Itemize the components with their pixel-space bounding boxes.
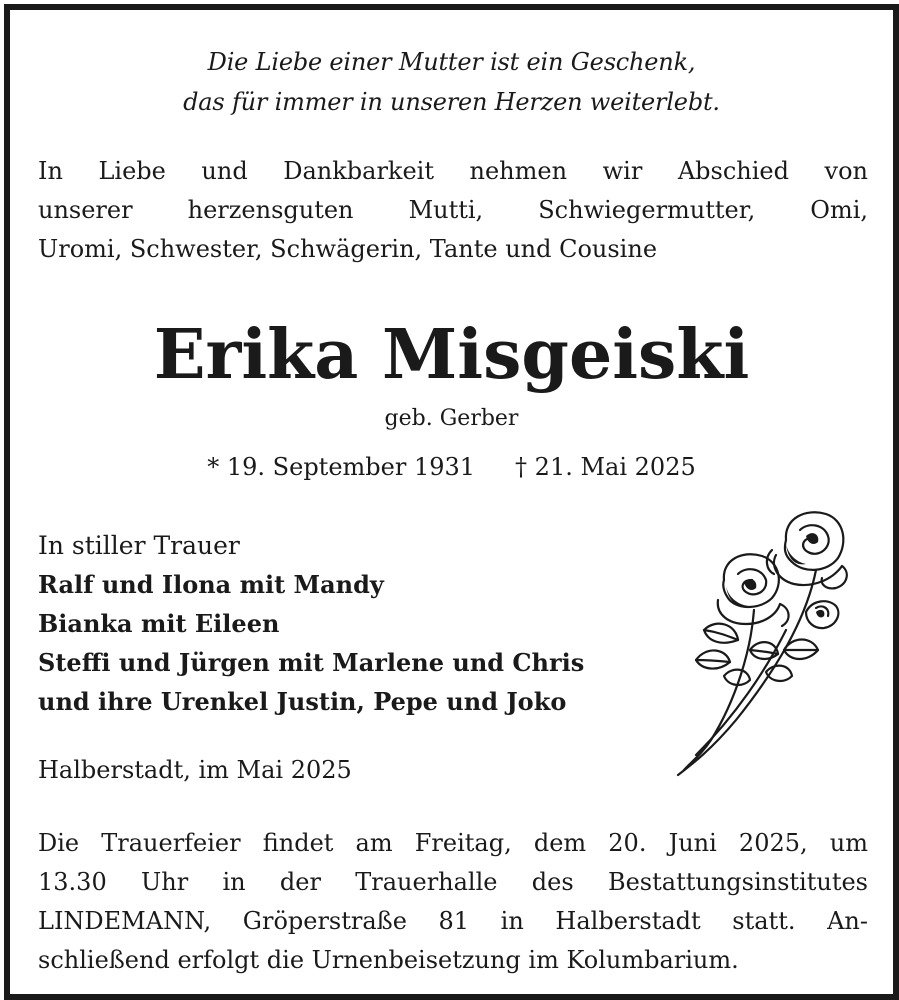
mourner-family: und ihre Urenkel Justin, Pepe und Joko — [38, 687, 567, 716]
birth-date: * 19. September 1931 — [207, 453, 476, 481]
poem — [10, 42, 893, 122]
intro-line: In Liebe und Dankbarkeit nehmen wir Abschied von — [38, 157, 868, 185]
death-date: † 21. Mai 2025 — [515, 453, 696, 481]
mourners-list — [38, 526, 678, 721]
place-date: Halberstadt, im Mai 2025 — [38, 756, 352, 784]
mourner-family: Steffi und Jürgen mit Marlene und Chris — [38, 648, 585, 677]
mourners-heading: In stiller Trauer — [38, 531, 240, 560]
poem-line: Die Liebe einer Mutter ist ein Geschenk, — [207, 48, 696, 76]
intro-line: Uromi, Schwester, Schwägerin, Tante und Cousine — [38, 235, 658, 263]
ceremony-line: Die Trauerfeier findet am Freitag, dem 20. Juni 2025, um — [38, 829, 868, 857]
deceased-name: Erika Misgeiski — [153, 315, 750, 395]
roses-icon — [666, 500, 856, 790]
ceremony-text — [38, 824, 868, 980]
ceremony-line: schließend erfolgt die Urnenbeisetzung im Kolumbarium. — [38, 946, 739, 974]
mourner-family: Ralf und Ilona mit Mandy — [38, 570, 384, 599]
obituary-frame — [4, 4, 899, 1000]
ceremony-line: 13.30 Uhr in der Trauerhalle des Bestattungsinstitutes — [38, 868, 868, 896]
mourner-family: Bianka mit Eileen — [38, 609, 280, 638]
poem-line: das für immer in unseren Herzen weiterlebt. — [183, 88, 720, 116]
intro-text — [38, 152, 868, 269]
intro-line: unserer herzensguten Mutti, Schwiegermutter, Omi, — [38, 196, 868, 224]
life-dates — [10, 450, 893, 484]
maiden-name: geb. Gerber — [384, 406, 519, 431]
ceremony-line: LINDEMANN, Gröperstraße 81 in Halberstadt statt. An- — [38, 907, 868, 935]
